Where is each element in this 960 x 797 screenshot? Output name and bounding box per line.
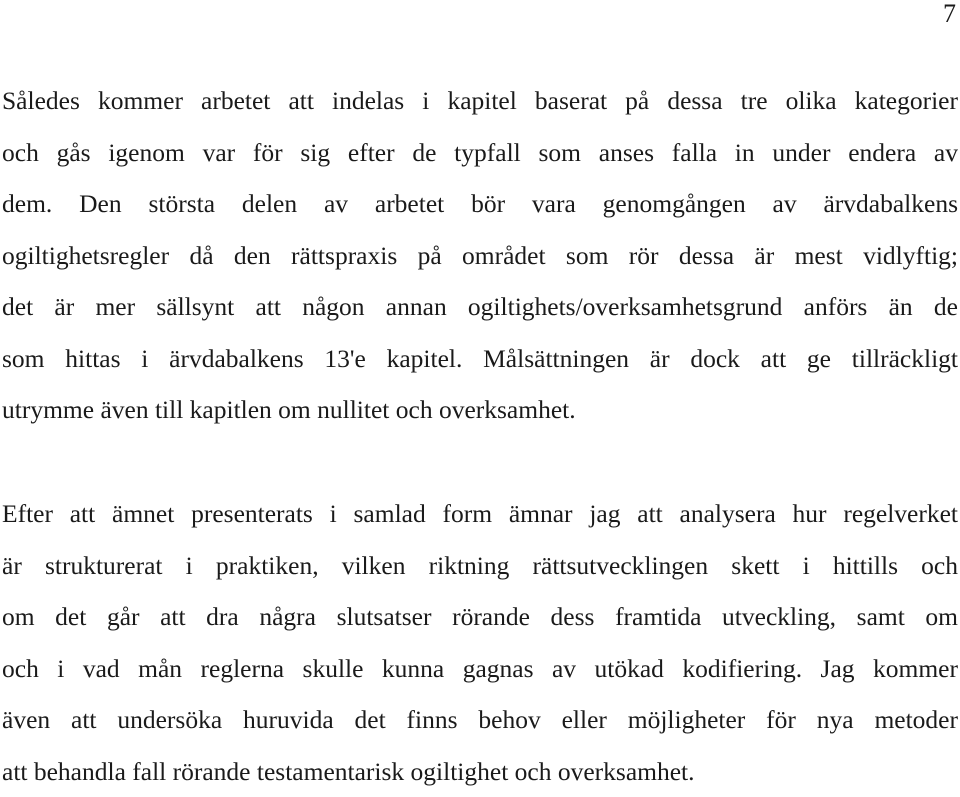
text-line: om det går att dra några slutsatser rörande dess framtida utveckling, samt om — [2, 591, 958, 643]
text-line: Efter att ämnet presenterats i samlad form ämnar jag att analysera hur regelverket — [2, 488, 958, 540]
text-line: att behandla fall rörande testamentarisk ogiltighet och overksamhet. — [2, 746, 958, 797]
text-line: ogiltighetsregler då den rättspraxis på området som rör dessa är mest vidlyftig; — [2, 230, 958, 282]
text-line: dem. Den största delen av arbetet bör vara genomgången av ärvdabalkens — [2, 178, 958, 230]
text-line: även att undersöka huruvida det finns behov eller möjligheter för nya metoder — [2, 694, 958, 746]
text-line: Således kommer arbetet att indelas i kapitel baserat på dessa tre olika kategorier — [2, 75, 958, 127]
text-line: som hittas i ärvdabalkens 13'e kapitel. Målsättningen är dock att ge tillräckligt — [2, 333, 958, 385]
text-line: och gås igenom var för sig efter de typfall som anses falla in under endera av — [2, 127, 958, 179]
text-line: det är mer sällsynt att någon annan ogiltighets/overksamhetsgrund anförs än de — [2, 281, 958, 333]
page-number: 7 — [943, 0, 956, 30]
paragraph-2 — [2, 488, 958, 797]
text-line: och i vad mån reglerna skulle kunna gagnas av utökad kodifiering. Jag kommer — [2, 643, 958, 695]
text-line: är strukturerat i praktiken, vilken riktning rättsutvecklingen skett i hittills och — [2, 540, 958, 592]
text-line: utrymme även till kapitlen om nullitet och overksamhet. — [2, 384, 958, 436]
paragraph-1 — [2, 75, 958, 436]
